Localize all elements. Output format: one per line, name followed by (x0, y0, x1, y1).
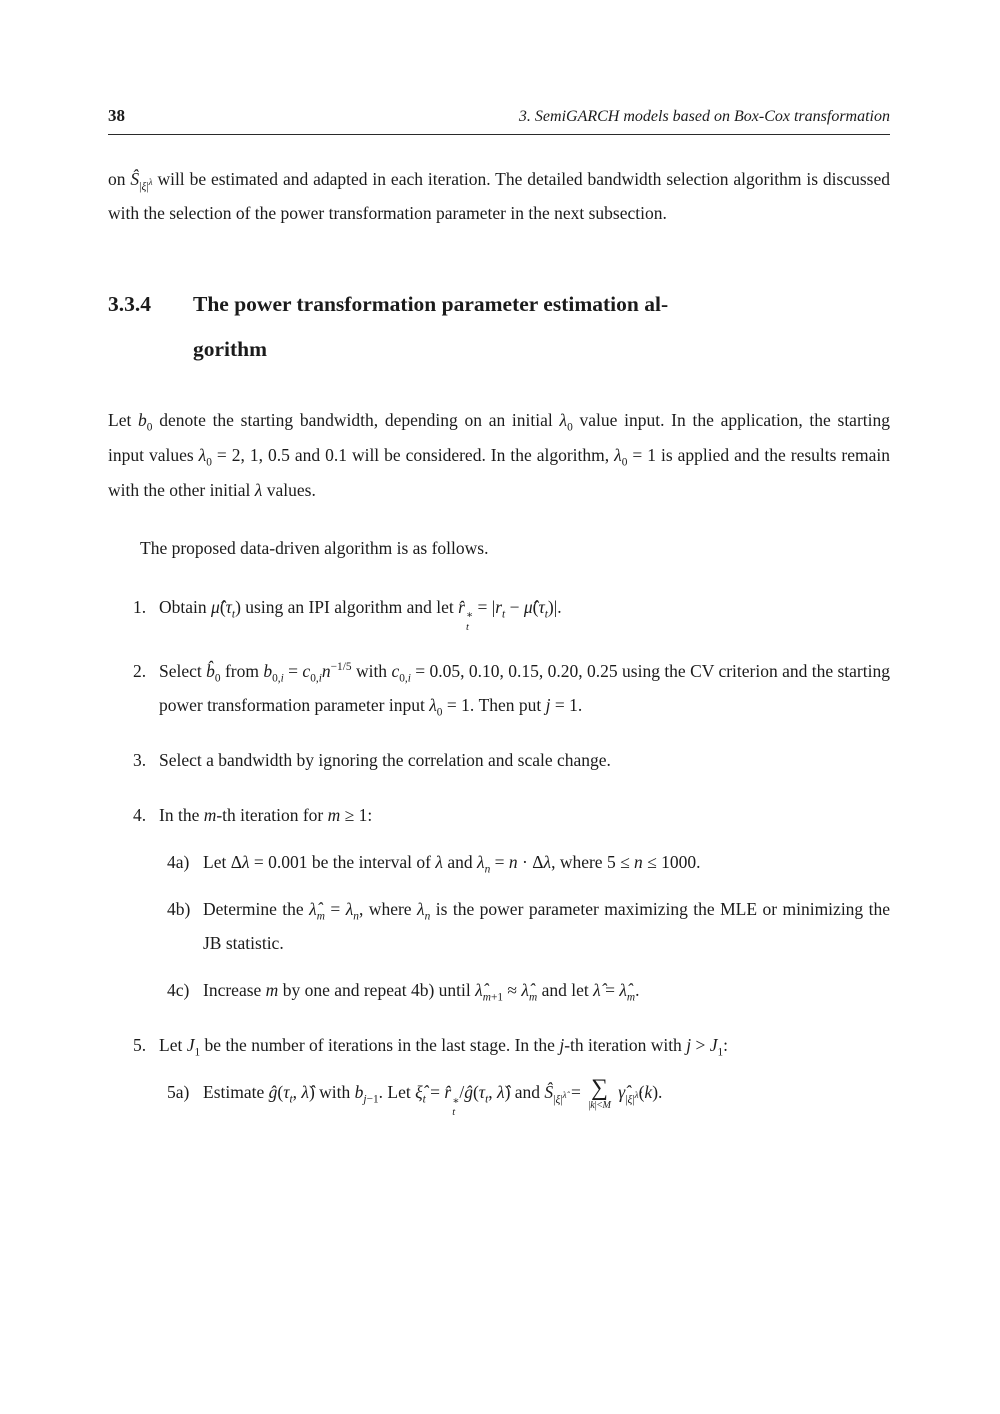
sublist-item (167, 1075, 890, 1118)
sublist-item-text: Determine the $\lambdâ_m = \lambda_n$, where $\lambda_n$ is the power parameter maximizing the MLE or minimizing the JB statistic. (203, 899, 890, 954)
sublist-item-text: Let Δλ = 0.001 be the interval of λ and $\lambda_n = n \cdot \Delta\lambda$, where 5 ≤ n ≤ 1000. (203, 852, 701, 876)
list-item (133, 1028, 890, 1062)
list-item (133, 654, 890, 722)
list-item-label: 1. (133, 597, 147, 617)
sublist-item-label: 4a) (167, 852, 190, 873)
body-paragraph: Let $b_0$ denote the starting bandwidth, depending on an initial $\lambda_0$ value input. In the application, the starting input values $\lambda_0 = 2$, 1, 0.5 and 0.1 will be considered. In the algorithm, $\lambda_0 = 1$ is applied and the results remain with the other initial λ values. (108, 410, 891, 500)
list-item-text: Obtain $\mû(\tau_t)$ using an IPI algorithm and let r̂ ∗ t = $|r_t$ − $\mû(\tau_t)|$. (159, 597, 562, 633)
list-item-text: Select $b̂_0$ from $b_{0,i} = c_{0,i}n^{-1/5}$ with $c_{0,i} = 0.05$, 0.10, 0.15, 0.20, 0.25 using the CV criterion and the starting power transformation parameter input $\lambda_0 = 1$. Then put j = 1. (159, 661, 890, 719)
list-item (133, 590, 890, 633)
list-item-label: 2. (133, 661, 147, 682)
list-item-label: 3. (133, 750, 147, 771)
list-item (133, 743, 890, 777)
intro-paragraph: on $Ŝ_{|\xi|^\lambda}$ will be estimated and adapted in each iteration. The detailed bandwidth selection algorithm is discussed with the selection of the power transformation parameter in the next subsection. (108, 169, 891, 223)
sublist-item-label: 4c) (167, 980, 190, 1001)
algorithm-steps (108, 590, 890, 1119)
sublist-item-text: Increase m by one and repeat 4b) until $\lambdâ_{m+1}$ ≈ $\lambdâ_m$ and let λ̂ = $\lambdâ_m$. (203, 980, 640, 1004)
list-item-label: 4. (133, 805, 147, 826)
sublist-item-text: Estimate $ĝ(\tau_t$, λ̂) with $b_{j-1}$. Let $\xî_t$ = r̂ ∗ t $/ĝ(\tau_t$, λ̂) and $Ŝ_{|\xi|^{\lambdâ}}$ = ∑ |k|<M $\gammâ_{|\xi|^{\lambdâ}}(k)$. (203, 1074, 663, 1119)
page-header (108, 106, 890, 135)
list-item-text: Let $J_1$ be the number of iterations in the last stage. In the j-th iteration with $j > J_1$: (159, 1035, 729, 1059)
sublist-item (167, 973, 890, 1007)
section-title: The power transformation parameter estimation al- gorithm (193, 292, 669, 361)
list-item-text: In the m-th iteration for m ≥ 1: (159, 805, 373, 826)
list-item (133, 798, 890, 832)
section-heading (108, 282, 890, 372)
sublist-item-label: 5a) (167, 1082, 190, 1103)
sublist-item (167, 845, 890, 879)
sublist-item (167, 892, 890, 960)
running-header: 3. SemiGARCH models based on Box-Cox transformation (518, 108, 890, 125)
page-number: 38 (108, 106, 125, 125)
sublist-item-label: 4b) (167, 899, 191, 920)
list-item-label: 5. (133, 1035, 147, 1056)
section-number: 3.3.4 (108, 292, 151, 316)
algorithm-intro-paragraph: The proposed data-driven algorithm is as follows. (140, 538, 489, 558)
list-item-text: Select a bandwidth by ignoring the correlation and scale change. (159, 750, 611, 771)
